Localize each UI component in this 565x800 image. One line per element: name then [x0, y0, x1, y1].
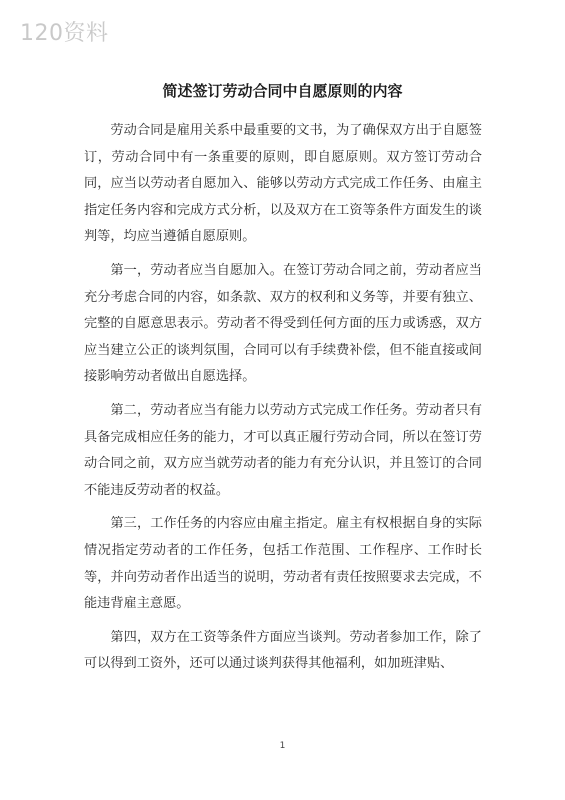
watermark-logo: 120资料 [20, 21, 109, 46]
page-number: 1 [279, 741, 286, 751]
paragraph-fourth: 第四，双方在工资等条件方面应当谈判。劳动者参加工作，除了可以得到工资外，还可以通过谈判获得其他福利，如加班津贴、 [84, 629, 482, 672]
document-body [84, 118, 482, 685]
paragraph-intro: 劳动合同是雇用关系中最重要的文书，为了确保双方出于自愿签订，劳动合同中有一条重要的原则，即自愿原则。双方签订劳动合同，应当以劳动者自愿加入、能够以劳动方式完成工作任务、由雇主指定任务内容和完成方式分析，以及双方在工资等条件方面发生的谈判等，均应当遵循自愿原则。 [84, 123, 482, 245]
paragraph-first: 第一，劳动者应当自愿加入。在签订劳动合同之前，劳动者应当充分考虑合同的内容，如条款、双方的权利和义务等，并要有独立、完整的自愿意思表示。劳动者不得受到任何方面的压力或诱惑，双方应当建立公正的谈判氛围，合同可以有手续费补偿，但不能直接或间接影响劳动者做出自愿选择。 [84, 262, 482, 385]
document-title: 简述签订劳动合同中自愿原则的内容 [162, 82, 403, 100]
paragraph-second: 第二，劳动者应当有能力以劳动方式完成工作任务。劳动者只有具备完成相应任务的能力，才可以真正履行劳动合同，所以在签订劳动合同之前，双方应当就劳动者的能力有充分认识，并且签订的合同不能违反劳动者的权益。 [84, 402, 482, 498]
paragraph-third: 第三，工作任务的内容应由雇主指定。雇主有权根据自身的实际情况指定劳动者的工作任务，包括工作范围、工作程序、工作时长等，并向劳动者作出适当的说明，劳动者有责任按照要求去完成，不能违背雇主意愿。 [84, 516, 482, 612]
